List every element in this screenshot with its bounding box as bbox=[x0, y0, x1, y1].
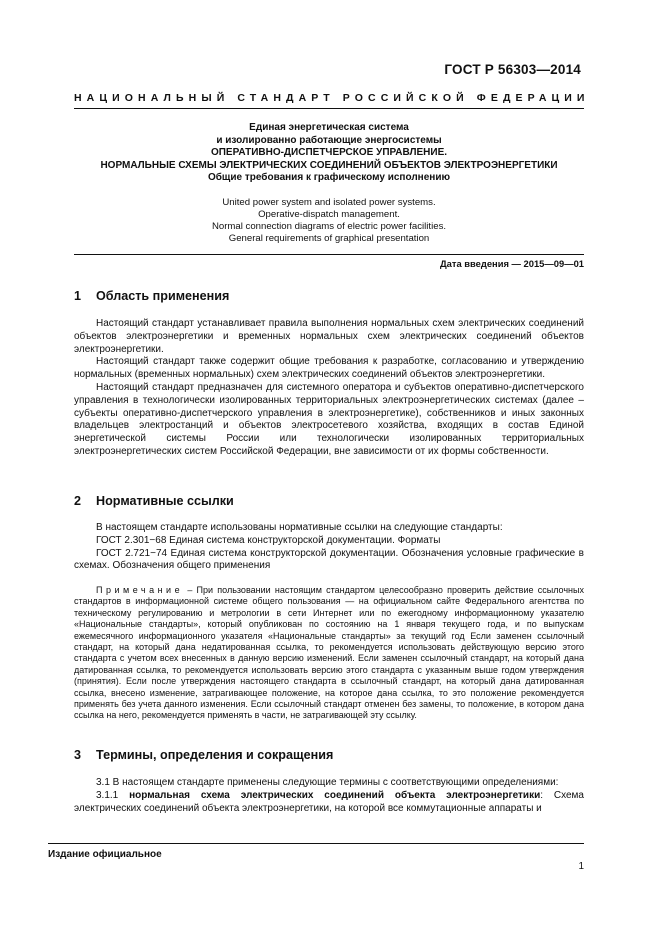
title-en-line: United power system and isolated power systems. bbox=[222, 197, 436, 208]
title-line: ОПЕРАТИВНО-ДИСПЕТЧЕРСКОЕ УПРАВЛЕНИЕ. bbox=[210, 147, 448, 159]
section-title: Нормативные ссылки bbox=[96, 494, 234, 508]
title-en-line: Normal connection diagrams of electric power facilities. bbox=[211, 221, 447, 232]
top-rule bbox=[74, 108, 584, 109]
section-title: Область применения bbox=[96, 289, 230, 303]
section-number: 3 bbox=[74, 748, 82, 762]
section-2-body bbox=[74, 522, 584, 573]
paragraph: В настоящем стандарте использованы нормативные ссылки на следующие стандарты: bbox=[96, 522, 503, 533]
title-line: Общие требования к графическому исполнению bbox=[207, 172, 451, 184]
term-definition bbox=[74, 790, 584, 816]
normative-reference: ГОСТ 2.301−68 Единая система конструкторской документации. Форматы bbox=[96, 534, 441, 546]
section-number: 1 bbox=[74, 289, 82, 303]
introduction-date: Дата введения — 2015—09—01 bbox=[439, 258, 584, 269]
section-3-body bbox=[74, 777, 584, 815]
title-rule bbox=[74, 254, 584, 255]
standard-code: ГОСТ Р 56303—2014 bbox=[444, 62, 581, 77]
title-line: НОРМАЛЬНЫЕ СХЕМЫ ЭЛЕКТРИЧЕСКИХ СОЕДИНЕНИЙ ОБЪЕКТОВ ЭЛЕКТРОЭНЕРГЕТИКИ bbox=[100, 159, 558, 171]
section-1-heading bbox=[74, 289, 584, 303]
term: нормальная схема электрических соединений объекта электроэнергетики bbox=[129, 789, 541, 801]
term-text: : Схема электрических соединений объекта электроэнергетики, на которой все коммутационные аппараты и bbox=[74, 789, 584, 814]
section-2-note bbox=[74, 585, 584, 722]
paragraph: 3.1 В настоящем стандарте применены следующие термины с соответствующими определениями: bbox=[96, 777, 559, 788]
document-title-ru bbox=[40, 122, 618, 185]
title-en-line: General requirements of graphical presentation bbox=[228, 233, 430, 244]
page-number: 1 bbox=[578, 861, 584, 872]
title-line: и изолированно работающие энергосистемы bbox=[216, 134, 442, 146]
term-number: 3.1.1 bbox=[96, 789, 130, 801]
section-title: Термины, определения и сокращения bbox=[96, 748, 334, 762]
note-label: Примечание bbox=[96, 585, 184, 595]
official-edition: Издание официальное bbox=[48, 849, 162, 860]
paragraph: Настоящий стандарт также содержит общие требования к разработке, согласованию и утверждению нормальных (временных нормальных) схем электрических соединений объектов электроэнергетики. bbox=[74, 356, 584, 381]
title-en-line: Operative-dispatch management. bbox=[258, 209, 400, 220]
section-2-heading bbox=[74, 494, 584, 508]
paragraph: Настоящий стандарт устанавливает правила выполнения нормальных схем электрических соединений объектов электроэнергетики и временных нормальных схем электрических соединений объектов электроэнергетики. bbox=[74, 318, 584, 355]
footer-rule bbox=[48, 843, 584, 844]
document-title-en bbox=[40, 197, 618, 245]
note-text: – При пользовании настоящим стандартом целесообразно проверить действие ссылочных стандартов в информационной системе общего пользования — на официальном сайте Федерального агентства по техническому регулированию и метрологии в сети Интернет или по ежегодному информационному указателю «Национальные стандарты», который опубликован по состоянию на 1 января текущего года, и по выпускам ежемесячного информационного указателя «Национальные стандарты» за текущий год Если заменен ссылочный стандарт, на который дана недатированная ссылка, то рекомендуется использовать действующую версию этого стандарта с учетом всех внесенных в данную версию изменений. Если заменен ссылочный стандарт, на который дана датированная ссылка, то рекомендуется использовать версию этого стандарта с указанным выше годом утверждения (принятия). Если после утверждения настоящего стандарта в ссылочный стандарт, на который дана датированная ссылка, внесено изменение, затрагивающее положение, на которое дана ссылка, то это положение рекомендуется применять без учета данного изменения. Если ссылочный стандарт отменен без замены, то положение, в котором дана ссылка на него, рекомендуется применять в части, не затрагивающей эту ссылку. bbox=[74, 585, 584, 721]
national-standard-heading: НАЦИОНАЛЬНЫЙ СТАНДАРТ РОССИЙСКОЙ ФЕДЕРАЦИИ bbox=[74, 92, 590, 104]
paragraph: Настоящий стандарт предназначен для системного оператора и субъектов оперативно-диспетчерского управления в технологически изолированных территориальных электроэнергетических системах (далее – субъекты оперативно-диспетчерского управления в электроэнергетике), собственников и иных законных владельцев электростанций и объектов электросетевого хозяйства, входящих в состав Единой энергетической системы России или технологически изолированных территориальных электроэнергетических систем Российской Федерации, вне зависимости от их формы собственности. bbox=[74, 381, 584, 457]
section-number: 2 bbox=[74, 494, 82, 508]
normative-reference: ГОСТ 2.721−74 Единая система конструкторской документации. Обозначения условные графические в схемах. Обозначения общего применения bbox=[74, 547, 584, 572]
section-1-body bbox=[74, 318, 584, 459]
title-line: Единая энергетическая система bbox=[249, 122, 409, 133]
section-3-heading bbox=[74, 748, 584, 762]
